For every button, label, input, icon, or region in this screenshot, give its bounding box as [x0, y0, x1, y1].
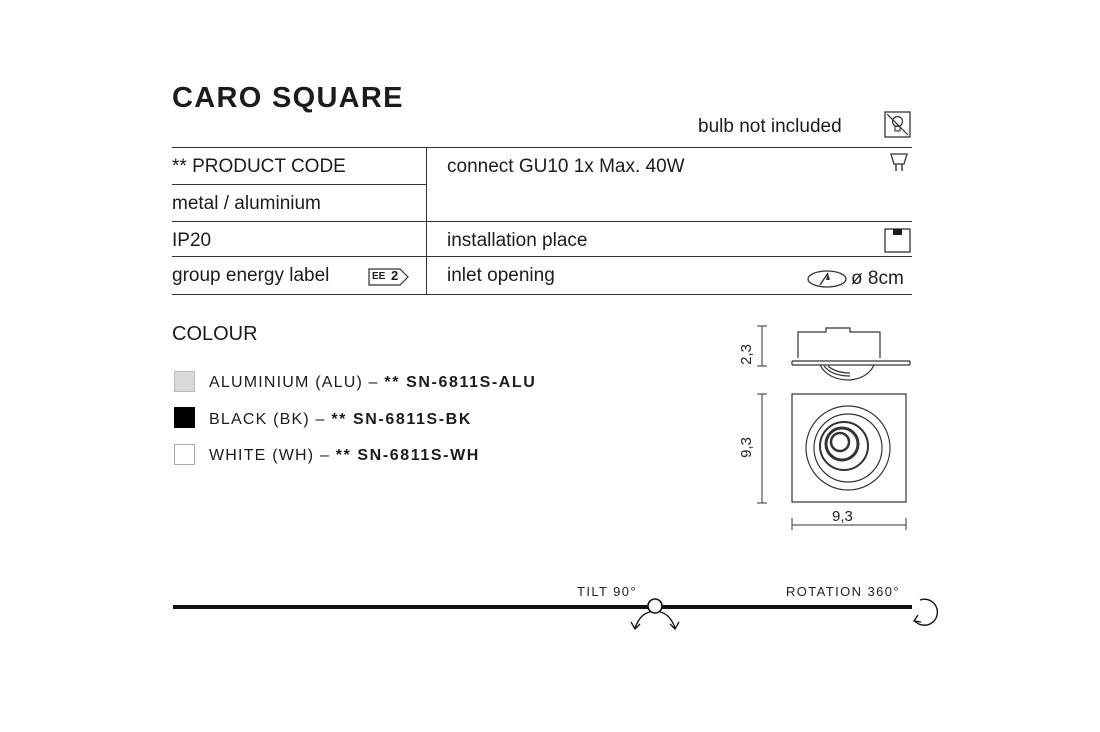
table-row-rule [172, 184, 426, 185]
tilt-pivot-icon [648, 599, 662, 613]
table-top-rule [172, 147, 912, 148]
colour-code: ** SN-6811S-ALU [384, 374, 537, 391]
width-dimension: 9,3 [832, 508, 853, 525]
depth-dimension: 9,3 [737, 437, 755, 458]
colour-name: BLACK (BK) – [209, 411, 332, 428]
swatch-black [174, 407, 195, 428]
top-view-drawing [792, 394, 906, 502]
inlet-opening-icon [806, 268, 848, 290]
inlet-value: ø 8cm [851, 268, 904, 289]
tilt-label: TILT 90° [577, 584, 637, 599]
dimension-drawing [737, 318, 920, 538]
swatch-aluminium [174, 371, 195, 392]
colour-name: ALUMINIUM (ALU) – [209, 374, 385, 391]
colour-code: ** SN-6811S-BK [331, 411, 472, 428]
swatch-white [174, 444, 195, 465]
installation-label: installation place [447, 230, 588, 251]
rotation-label: ROTATION 360° [786, 584, 900, 599]
bulb-not-included-icon [884, 111, 912, 139]
height-dimension: 2,3 [737, 344, 755, 365]
inlet-label: inlet opening [447, 265, 555, 286]
bulb-not-included-note: bulb not included [698, 116, 842, 137]
energy-label-label: group energy label [172, 265, 330, 286]
energy-badge-text: EE [372, 271, 386, 282]
colour-option-aluminium [209, 374, 536, 392]
gu10-bulb-icon [889, 152, 909, 174]
product-code-label: ** PRODUCT CODE [172, 156, 346, 177]
ip-rating-label: IP20 [172, 230, 212, 251]
side-view-drawing [792, 328, 910, 380]
table-row-rule [172, 256, 912, 257]
colour-name: WHITE (WH) – [209, 447, 336, 464]
colour-option-white [209, 447, 480, 465]
table-column-divider [426, 147, 427, 294]
table-bottom-rule [172, 294, 912, 295]
table-row-rule [172, 221, 912, 222]
rotation-arrow-icon [914, 599, 937, 625]
colour-option-black [209, 411, 472, 429]
colour-code: ** SN-6811S-WH [335, 447, 480, 464]
product-title: CARO SQUARE [172, 82, 404, 114]
colour-heading: COLOUR [172, 323, 258, 345]
connect-label: connect GU10 1x Max. 40W [447, 156, 685, 177]
ceiling-installation-icon [884, 228, 912, 254]
material-label: metal / aluminium [172, 193, 321, 214]
energy-badge-number: 2 [391, 268, 399, 283]
